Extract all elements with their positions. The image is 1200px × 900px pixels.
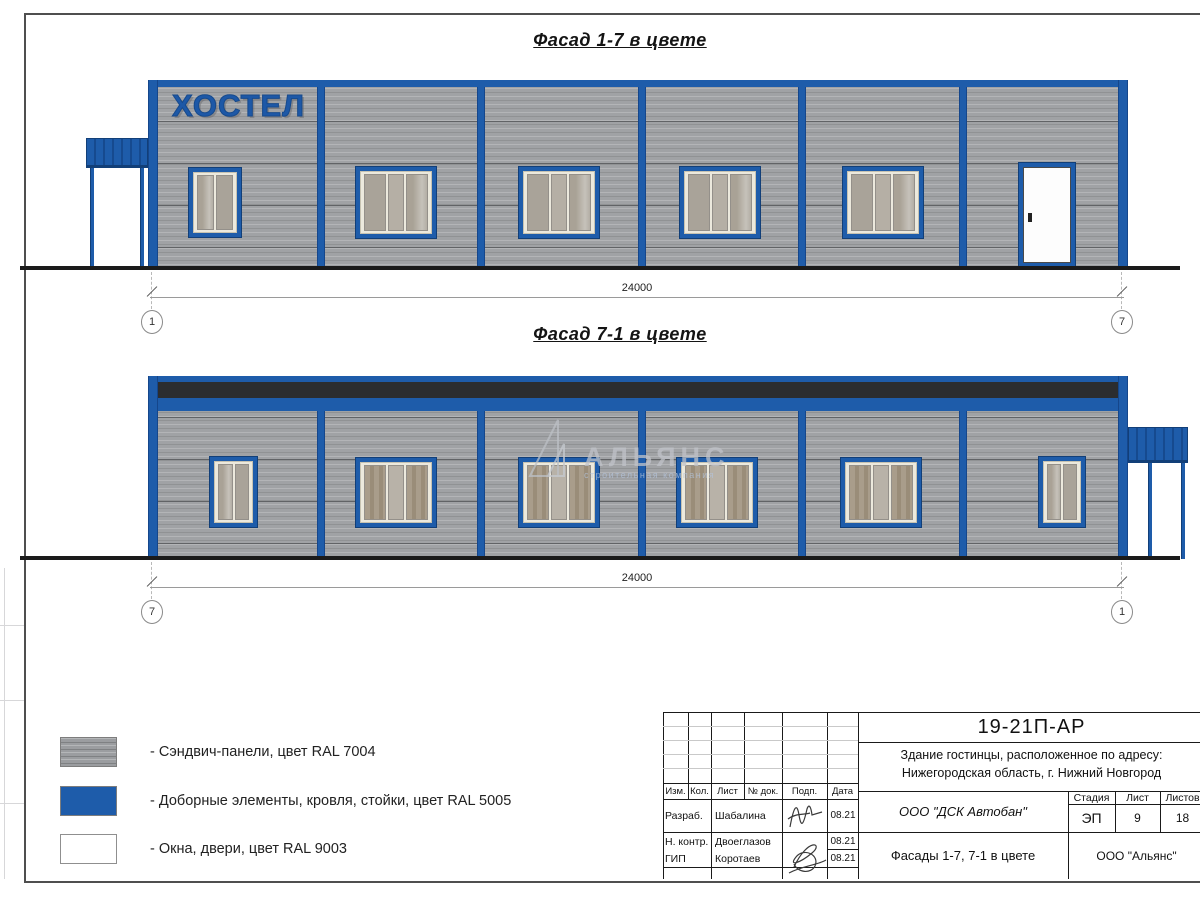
- facade1-building: [148, 80, 1128, 268]
- window: [355, 457, 437, 528]
- stamp-role: Разраб.: [665, 809, 703, 822]
- company-watermark: [528, 414, 730, 480]
- window: [842, 166, 924, 239]
- stamp-header-izm: Изм.: [665, 785, 686, 797]
- facade2-title: Фасад 7-1 в цвете: [533, 324, 707, 344]
- signature: [784, 801, 826, 831]
- ground-line: [20, 556, 1180, 560]
- canopy-post: [140, 168, 144, 268]
- margin-line: [4, 568, 5, 879]
- margin-line: [0, 700, 24, 701]
- stamp-header-doc: № док.: [747, 785, 779, 797]
- stamp-header-podp: Подп.: [791, 785, 818, 797]
- dimension-label: 24000: [621, 572, 653, 584]
- ground-line: [20, 266, 1180, 270]
- stamp-line: [663, 867, 858, 868]
- stamp-name: Шабалина: [715, 809, 766, 822]
- hostel-sign: ХОСТЕЛ: [172, 88, 305, 123]
- dimension-label: 24000: [621, 282, 653, 294]
- dimension-line: [150, 297, 1124, 298]
- legend-swatch-trim: [60, 786, 117, 816]
- stamp-line: [663, 768, 858, 769]
- corner-post: [148, 376, 158, 558]
- window: [840, 457, 922, 528]
- stamp-date: 08.21: [830, 852, 856, 864]
- stamp-doc-code: 19-21П-АР: [977, 715, 1086, 738]
- door-handle-icon: [1028, 213, 1032, 222]
- roof-parapet: [156, 382, 1120, 398]
- stamp-line: [663, 726, 858, 727]
- entrance-door: [1018, 162, 1076, 268]
- window: [1038, 456, 1086, 528]
- mullion: [638, 87, 646, 268]
- stamp-project-line2: Нижегородская область, г. Нижний Новгород: [901, 766, 1162, 780]
- stamp-role: ГИП: [665, 853, 686, 865]
- stamp-header-kol: Кол.: [690, 785, 709, 797]
- legend-swatch-openings: [60, 834, 117, 864]
- stamp-sheet-value: 9: [1134, 811, 1141, 825]
- stamp-stage-label: Стадия: [1073, 791, 1110, 804]
- corner-post: [1118, 80, 1128, 268]
- sail-logo-icon: [528, 418, 574, 480]
- watermark-subtitle: строительная компания: [584, 470, 716, 480]
- stamp-org: ООО "Альянс": [1096, 848, 1177, 863]
- signature: [784, 835, 828, 877]
- corner-post: [1118, 376, 1128, 558]
- mullion: [317, 411, 325, 558]
- mullion: [959, 411, 967, 558]
- stamp-sheet-label: Лист: [1126, 791, 1149, 804]
- stamp-header-data: Дата: [831, 785, 854, 797]
- stamp-sheet-title: Фасады 1-7, 7-1 в цвете: [890, 848, 1036, 863]
- stamp-name: Коротаев: [715, 853, 761, 865]
- stamp-company: ООО "ДСК Автобан": [899, 804, 1027, 819]
- stamp-sheets-value: 18: [1175, 811, 1190, 825]
- stamp-sheets-label: Листов: [1165, 791, 1200, 804]
- fascia-band: [148, 398, 1128, 411]
- axis-marker: 1: [1111, 600, 1133, 624]
- legend-label: - Сэндвич-панели, цвет RAL 7004: [150, 744, 376, 760]
- mullion: [798, 87, 806, 268]
- canopy-post: [1148, 463, 1152, 559]
- stamp-line: [663, 740, 858, 741]
- canopy-post: [90, 168, 94, 268]
- stamp-date: 08.21: [830, 810, 856, 821]
- canopy-post: [1181, 463, 1185, 559]
- facade1-title: Фасад 1-7 в цвете: [533, 30, 707, 50]
- stamp-line: [858, 742, 1200, 743]
- stamp-stage-value: ЭП: [1081, 810, 1102, 826]
- axis-marker: 7: [1111, 310, 1133, 334]
- canopy-right: [1128, 427, 1188, 463]
- mullion: [477, 411, 485, 558]
- axis-marker: 7: [141, 600, 163, 624]
- window: [355, 166, 437, 239]
- window: [679, 166, 761, 239]
- stamp-date: 08.21: [830, 835, 856, 847]
- dimension-line: [150, 587, 1124, 588]
- stamp-header-list: Лист: [717, 785, 738, 797]
- legend-label: - Окна, двери, цвет RAL 9003: [150, 841, 347, 857]
- margin-line: [0, 625, 24, 626]
- stamp-project-line1: Здание гостинцы, расположенное по адресу:: [900, 748, 1163, 762]
- mullion: [959, 87, 967, 268]
- axis-marker: 1: [141, 310, 163, 334]
- stamp-line: [663, 754, 858, 755]
- mullion: [317, 87, 325, 268]
- canopy-left: [86, 138, 148, 168]
- legend-swatch-panels: [60, 737, 117, 767]
- window: [518, 166, 600, 239]
- corner-post: [148, 80, 158, 268]
- watermark-name: АЛЬЯНС: [584, 442, 730, 472]
- window: [188, 167, 242, 238]
- legend-label: - Доборные элементы, кровля, стойки, цвет RAL 5005: [150, 793, 512, 809]
- margin-line: [0, 803, 24, 804]
- window: [209, 456, 258, 528]
- roof-edge: [148, 80, 1128, 87]
- stamp-role: Н. контр.: [665, 836, 709, 848]
- mullion: [477, 87, 485, 268]
- mullion: [798, 411, 806, 558]
- stamp-name: Двоеглазов: [715, 836, 771, 848]
